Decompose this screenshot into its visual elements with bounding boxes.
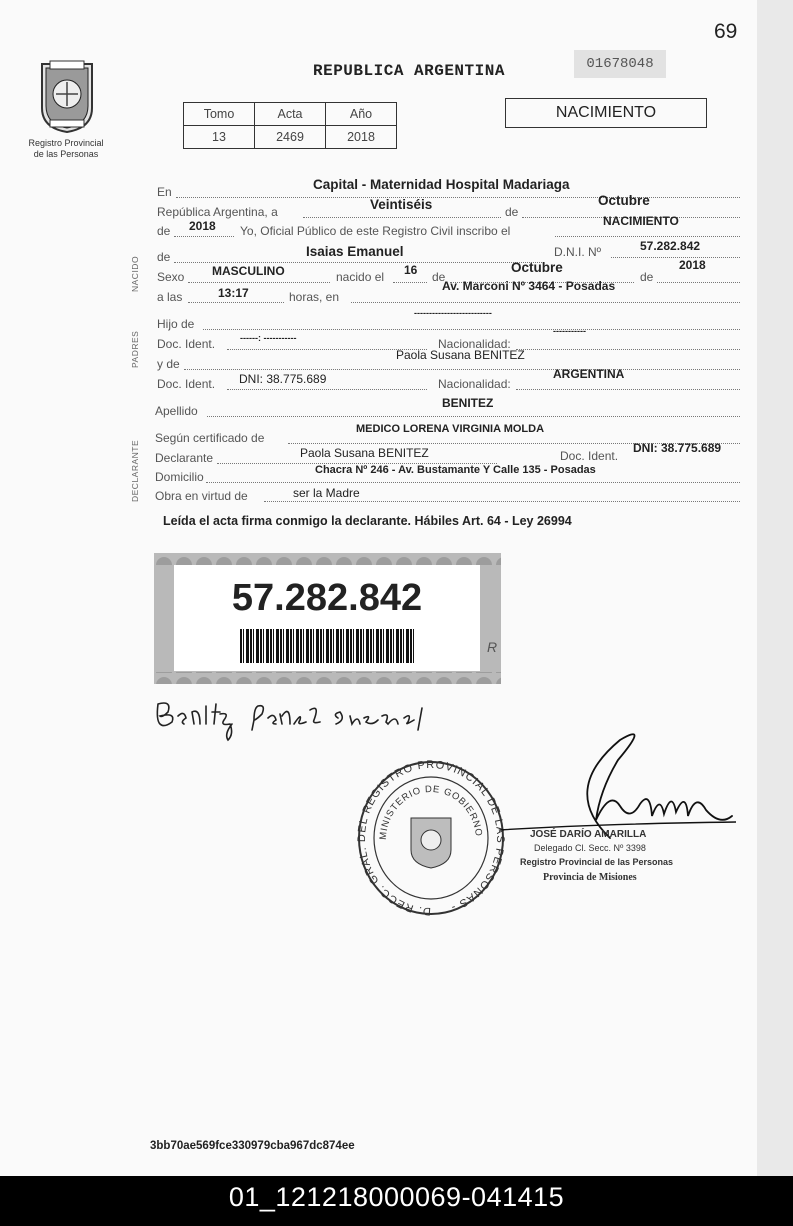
- value-domicilio: Chacra Nº 246 - Av. Bustamante Y Calle 135 - Posadas: [315, 464, 596, 476]
- value-tomo: 13: [184, 126, 255, 149]
- dotted-line: [516, 389, 740, 390]
- closing-text: Leída el acta firma conmigo la declarante. Hábiles Art. 64 - Ley 26994: [163, 514, 572, 528]
- header-acta: Acta: [255, 103, 326, 126]
- dotted-line: [303, 217, 501, 218]
- dotted-line: [657, 282, 740, 283]
- label-de-month: de: [505, 205, 519, 219]
- value-hora: 13:17: [218, 286, 249, 300]
- footer-code: 01_121218000069-041415: [228, 1182, 565, 1212]
- value-obra: ser la Madre: [293, 486, 360, 500]
- value-acto: NACIMIENTO: [603, 214, 679, 228]
- sticker-mark: R: [487, 639, 498, 655]
- page-edge: [757, 0, 793, 1176]
- label-doc-ident-1: Doc. Ident.: [157, 337, 216, 351]
- value-mes: Octubre: [598, 193, 650, 208]
- official-org: Registro Provincial de las Personas: [520, 857, 674, 867]
- label-en: En: [157, 185, 172, 199]
- document-title: REPUBLICA ARGENTINA: [313, 62, 505, 80]
- label-hijo-de: Hijo de: [157, 317, 195, 331]
- header-anio: Año: [326, 103, 397, 126]
- dotted-line: [516, 349, 740, 350]
- label-doc-ident-3: Doc. Ident.: [560, 449, 619, 463]
- dotted-line: [611, 257, 740, 258]
- label-obra: Obra en virtud de: [155, 489, 248, 503]
- value-madre-nac: ARGENTINA: [553, 367, 625, 381]
- value-certificado: MEDICO LORENA VIRGINIA MOLDA: [356, 423, 545, 435]
- province-logo: [36, 58, 98, 134]
- label-segun-certificado: Según certificado de: [155, 431, 265, 445]
- value-apellido: BENITEZ: [442, 396, 494, 410]
- dotted-line: [227, 389, 427, 390]
- page-number: 69: [714, 20, 738, 43]
- value-padre: --------------------------: [414, 308, 492, 318]
- value-padre-doc: ------: -----------: [240, 333, 297, 343]
- dotted-line: [174, 262, 542, 263]
- value-madre-doc: DNI: 38.775.689: [239, 372, 327, 386]
- label-de-year: de: [157, 224, 171, 238]
- registry-caption-line1: Registro Provincial: [28, 138, 104, 148]
- svg-text:D. RECC. GRAL. DEL REGISTRO PR: D. RECC. GRAL. DEL REGISTRO PROVINCIAL DE LAS PERSONAS -: [356, 760, 506, 918]
- value-dni: 57.282.842: [640, 239, 701, 253]
- document-hash: 3bb70ae569fce330979cba967dc874ee: [150, 1140, 355, 1152]
- side-label-declarante: DECLARANTE: [130, 439, 140, 502]
- label-doc-ident-2: Doc. Ident.: [157, 377, 216, 391]
- label-nacionalidad-1: Nacionalidad:: [438, 337, 511, 351]
- value-declarante: Paola Susana BENITEZ: [300, 446, 429, 460]
- value-padre-nac: -----------: [553, 326, 586, 336]
- dotted-line: [188, 282, 330, 283]
- label-y-de: y de: [157, 357, 180, 371]
- dotted-line: [351, 302, 740, 303]
- value-nombre: Isaias Emanuel: [306, 244, 404, 259]
- svg-text:MINISTERIO DE GOBIERNO: MINISTERIO DE GOBIERNO: [377, 783, 485, 841]
- value-dia: Veintiséis: [370, 197, 433, 212]
- side-label-nacido: NACIDO: [130, 255, 140, 292]
- label-apellido: Apellido: [155, 404, 198, 418]
- label-republica: República Argentina, a: [157, 205, 278, 219]
- dotted-line: [393, 282, 427, 283]
- label-a-las: a las: [157, 290, 183, 304]
- dotted-line: [264, 501, 740, 502]
- label-sexo: Sexo: [157, 270, 185, 284]
- value-anio: 2018: [326, 126, 397, 149]
- sticker-number: 57.282.842: [231, 577, 423, 619]
- record-table: [183, 102, 397, 149]
- value-lugar: Capital - Maternidad Hospital Madariaga: [313, 177, 570, 192]
- record-type-box: NACIMIENTO: [505, 98, 707, 128]
- registry-caption-line2: de las Personas: [33, 149, 99, 159]
- registry-caption: [18, 138, 114, 160]
- official-role: Delegado Cl. Secc. Nº 3398: [534, 843, 646, 853]
- value-mes-nac: Octubre: [511, 260, 563, 275]
- value-sexo: MASCULINO: [212, 264, 285, 278]
- handwritten-signature: [150, 690, 450, 750]
- official-stamp: [356, 760, 506, 920]
- label-de-birth-year: de: [640, 270, 654, 284]
- label-nacido-el: nacido el: [336, 270, 385, 284]
- dotted-line: [555, 236, 740, 237]
- label-dni: D.N.I. Nº: [554, 245, 602, 259]
- official-province: Provincia de Misiones: [543, 872, 637, 883]
- sticker-label: [174, 565, 480, 671]
- barcode: [240, 629, 414, 663]
- dni-sticker: [154, 553, 501, 684]
- footer-code-bar: [0, 1176, 793, 1226]
- serial-number: 01678048: [574, 50, 666, 78]
- label-domicilio: Domicilio: [155, 470, 204, 484]
- record-table-values: [184, 126, 397, 149]
- side-label-padres: PADRES: [130, 330, 140, 368]
- dotted-line: [174, 236, 234, 237]
- label-declarante: Declarante: [155, 451, 214, 465]
- value-anio: 2018: [189, 219, 216, 233]
- official-name: JOSÉ DARÍO AMARILLA: [530, 829, 647, 840]
- label-horas-en: horas, en: [289, 290, 340, 304]
- dotted-line: [206, 482, 740, 483]
- dotted-line: [207, 416, 740, 417]
- label-de-birth-month: de: [432, 270, 446, 284]
- label-de-name: de: [157, 250, 171, 264]
- dotted-line: [188, 302, 284, 303]
- label-oficial: Yo, Oficial Público de este Registro Civil inscribo el: [240, 224, 511, 238]
- value-anio-nac: 2018: [679, 258, 706, 272]
- value-madre: Paola Susana BENITEZ: [396, 348, 525, 362]
- label-nacionalidad-2: Nacionalidad:: [438, 377, 511, 391]
- dotted-line: [203, 329, 740, 330]
- record-table-header: [184, 103, 397, 126]
- header-tomo: Tomo: [184, 103, 255, 126]
- value-acta: 2469: [255, 126, 326, 149]
- value-lugar-nac: Av. Marconi Nº 3464 - Posadas: [442, 279, 616, 293]
- dotted-line: [176, 197, 740, 198]
- value-dia-nac: 16: [404, 263, 418, 277]
- value-declarante-doc: DNI: 38.775.689: [633, 441, 722, 455]
- dotted-line: [184, 369, 740, 370]
